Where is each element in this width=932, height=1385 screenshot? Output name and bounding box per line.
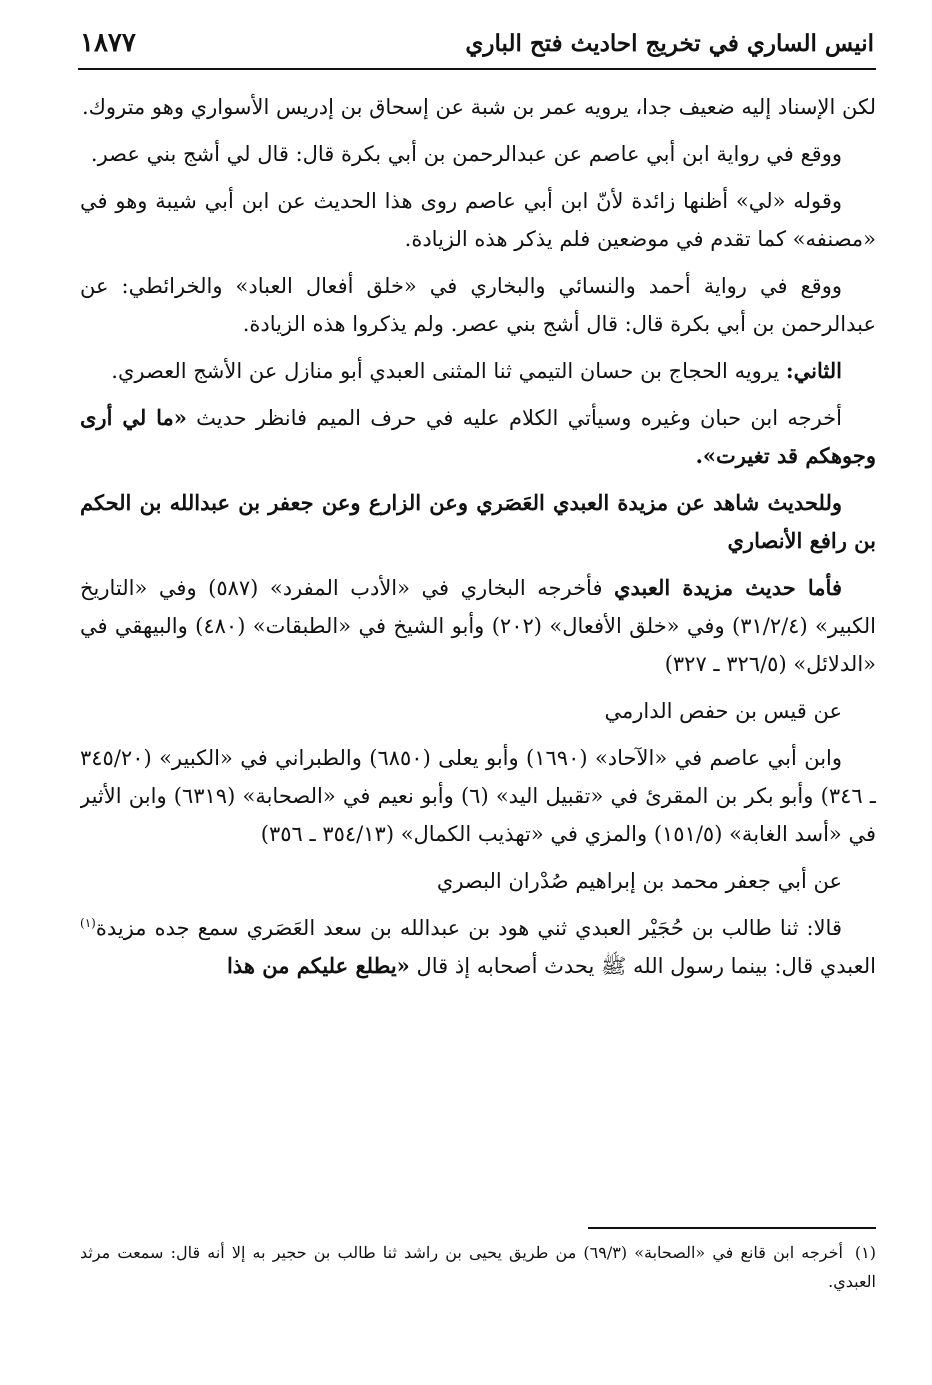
footnote-number: (١) xyxy=(854,1243,876,1262)
paragraph-text: عن قيس بن حفص الدارمي xyxy=(604,699,842,723)
footnote-reference[interactable]: (١) xyxy=(80,916,96,930)
footnote-text: أخرجه ابن قانع في «الصحابة» (٦٩/٣) من طريق يحيى بن راشد ثنا طالب بن حجير به إلا أنه قال: سمعت مرثد العبدي. xyxy=(80,1243,876,1291)
paragraph-text: أخرجه ابن حبان وغيره وسيأتي الكلام عليه في حرف الميم فانظر حديث xyxy=(186,406,842,430)
paragraph-text: وقوله «لي» أظنها زائدة لأنّ ابن أبي عاصم روى هذا الحديث عن ابن أبي شيبة وهو في «مصنفه» كما تقدم في موضعين فلم يذكر هذه الزيادة. xyxy=(80,189,876,251)
hadith-quote: «يطلع عليكم من هذا xyxy=(226,953,410,978)
paragraph xyxy=(80,88,876,126)
bold-lead: فأما حديث مزيدة العبدي xyxy=(614,575,842,600)
paragraph-text: يرويه الحجاج بن حسان التيمي ثنا المثنى العبدي أبو منازل عن الأشج العصري. xyxy=(111,359,786,383)
running-header xyxy=(70,28,876,68)
paragraph-text: فأخرجه البخاري في «الأدب المفرد» (٥٨٧) وفي «التاريخ الكبير» (٣١/٢/٤) وفي «خلق الأفعال» (٢٠٢) وأبو الشيخ في «الطبقات» (٤٨٠) والبيهقي في «الدلائل» (٣٢٦/٥ ـ ٣٢٧) xyxy=(80,576,876,676)
book-title: انيس الساري في تخريج احاديث فتح الباري xyxy=(465,30,874,57)
paragraph xyxy=(80,862,876,900)
footnote xyxy=(80,1238,876,1308)
heading-text: وللحديث شاهد عن مزيدة العبدي العَصَري وعن الزارع وعن جعفر بن عبدالله بن الحكم بن رافع الأنصاري xyxy=(80,490,876,553)
paragraph-text: قالا: ثنا طالب بن حُجَيْر العبدي ثني هود بن عبدالله بن سعد العَصَري سمع جده مزيدة xyxy=(95,916,842,940)
paragraph xyxy=(80,182,876,258)
paragraph xyxy=(80,399,876,475)
footnote-divider xyxy=(588,1227,876,1229)
paragraph xyxy=(80,569,876,683)
paragraph-text: ووقع في رواية أحمد والنسائي والبخاري في «خلق أفعال العباد» والخرائطي: عن عبدالرحمن بن أبي بكرة قال: قال أشج بني عصر. ولم يذكروا هذه الزيادة. xyxy=(80,274,876,336)
paragraph-text: العبدي قال: بينما رسول الله ﷺ يحدث أصحابه إذ قال xyxy=(409,954,876,978)
hadith-quote: «ما لي أرى وجوهكم قد تغيرت». xyxy=(80,405,876,468)
paragraph xyxy=(80,692,876,730)
page-number: ١٨٧٧ xyxy=(80,28,136,58)
paragraph-text: وابن أبي عاصم في «الآحاد» (١٦٩٠) وأبو يعلى (٦٨٥٠) والطبراني في «الكبير» (٣٤٥/٢٠ ـ ٣٤٦) وأبو بكر بن المقرئ في «تقبيل اليد» (٦) وأبو نعيم في «الصحابة» (٦٣١٩) وابن الأثير في «أسد الغابة» (١٥١/٥) والمزي في «تهذيب الكمال» (٣٥٤/١٣ ـ ٣٥٦) xyxy=(80,746,876,846)
section-heading xyxy=(80,484,876,560)
paragraph xyxy=(80,909,876,985)
paragraph-text: لكن الإسناد إليه ضعيف جدا، يرويه عمر بن شبة عن إسحاق بن إدريس الأسواري وهو متروك. xyxy=(81,95,876,119)
paragraph xyxy=(80,267,876,343)
header-divider xyxy=(78,68,876,70)
paragraph xyxy=(80,135,876,173)
paragraph xyxy=(80,352,876,390)
paragraph-text: ووقع في رواية ابن أبي عاصم عن عبدالرحمن بن أبي بكرة قال: قال لي أشج بني عصر. xyxy=(90,142,842,166)
bold-lead: الثاني: xyxy=(785,358,842,383)
main-text xyxy=(80,88,876,1208)
paragraph xyxy=(80,739,876,853)
paragraph-text: عن أبي جعفر محمد بن إبراهيم صُدْران البصري xyxy=(436,869,842,893)
